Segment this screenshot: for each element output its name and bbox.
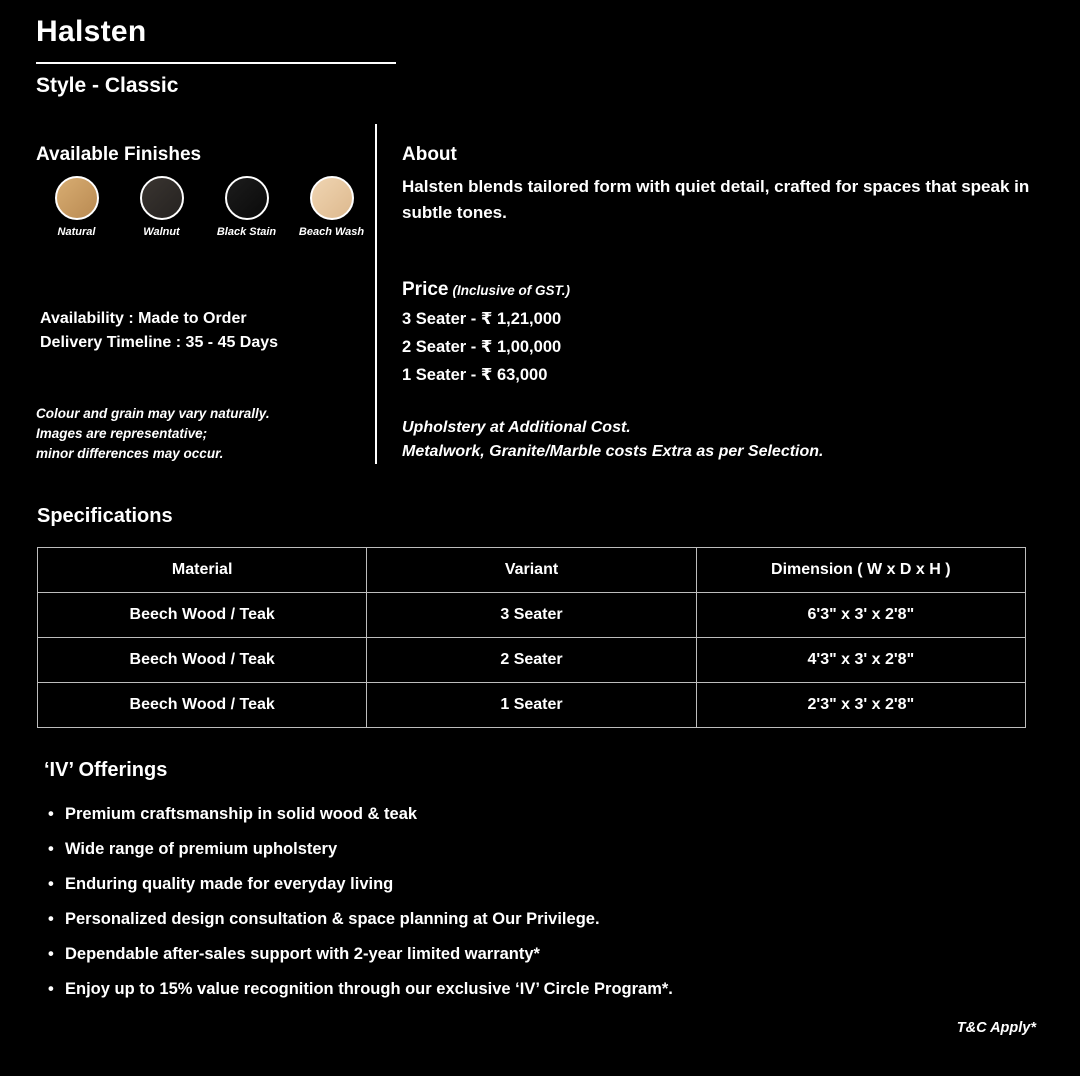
finish-label: Natural	[57, 226, 96, 238]
offering-text: Enduring quality made for everyday living	[65, 875, 394, 893]
finish-label: Black Stain	[216, 226, 277, 238]
list-item	[44, 902, 673, 937]
bullet-icon: •	[48, 875, 54, 893]
availability-block	[40, 307, 278, 355]
column-header-dimension: Dimension ( W x D x H )	[696, 548, 1025, 593]
list-item	[44, 797, 673, 832]
finish-swatch-beach-wash[interactable]	[289, 176, 374, 239]
disclaimer-line: minor differences may occur.	[36, 446, 224, 461]
metalwork-note: Metalwork, Granite/Marble costs Extra as per Selection.	[402, 443, 824, 460]
finish-swatch-walnut[interactable]	[119, 176, 204, 239]
cell-dimension: 2'3" x 3' x 2'8"	[696, 683, 1025, 728]
disclaimer-line: Colour and grain may vary naturally.	[36, 406, 270, 421]
product-title: Halsten	[36, 15, 147, 48]
price-title: Price	[402, 279, 449, 300]
bullet-icon: •	[48, 910, 54, 928]
about-heading: About	[402, 144, 457, 165]
beach-wash-swatch-circle	[310, 176, 354, 220]
cell-variant: 1 Seater	[367, 683, 696, 728]
specifications-table	[37, 547, 1026, 728]
price-3-seater: 3 Seater - ₹ 1,21,000	[402, 310, 562, 328]
cell-dimension: 6'3" x 3' x 2'8"	[696, 593, 1025, 638]
table-row	[38, 683, 1026, 728]
finish-swatch-natural[interactable]	[34, 176, 119, 239]
price-block	[402, 276, 570, 389]
offering-text: Enjoy up to 15% value recognition through our exclusive ‘IV’ Circle Program*.	[65, 980, 673, 998]
offering-text: Wide range of premium upholstery	[65, 840, 338, 858]
bullet-icon: •	[48, 945, 54, 963]
offerings-heading: ‘IV’ Offerings	[44, 759, 168, 781]
cell-dimension: 4'3" x 3' x 2'8"	[696, 638, 1025, 683]
cell-variant: 3 Seater	[367, 593, 696, 638]
offering-text: Premium craftsmanship in solid wood & teak	[65, 805, 418, 823]
bullet-icon: •	[48, 980, 54, 998]
specifications-heading: Specifications	[37, 505, 173, 527]
table-header-row	[38, 548, 1026, 593]
list-item	[44, 867, 673, 902]
cell-variant: 2 Seater	[367, 638, 696, 683]
bullet-icon: •	[48, 840, 54, 858]
about-text: Halsten blends tailored form with quiet detail, crafted for spaces that speak in subtle tones.	[402, 177, 1030, 222]
price-1-seater: 1 Seater - ₹ 63,000	[402, 366, 548, 384]
product-style: Style - Classic	[36, 74, 179, 97]
finish-label: Walnut	[143, 226, 180, 238]
vertical-divider	[375, 124, 377, 464]
offering-text: Dependable after-sales support with 2-year limited warranty*	[65, 945, 540, 963]
list-item	[44, 832, 673, 867]
gst-note: (Inclusive of GST.)	[452, 283, 570, 298]
availability-status: Availability : Made to Order	[40, 310, 247, 327]
cost-notes	[402, 416, 823, 464]
delivery-timeline: Delivery Timeline : 35 - 45 Days	[40, 334, 279, 351]
upholstery-note: Upholstery at Additional Cost.	[402, 419, 631, 436]
cell-material: Beech Wood / Teak	[38, 683, 367, 728]
offering-text: Personalized design consultation & space planning at Our Privilege.	[65, 910, 600, 928]
finishes-heading: Available Finishes	[36, 144, 202, 165]
price-heading	[402, 276, 570, 305]
natural-swatch-circle	[55, 176, 99, 220]
cell-material: Beech Wood / Teak	[38, 593, 367, 638]
column-header-material: Material	[38, 548, 367, 593]
table-row	[38, 638, 1026, 683]
finish-label: Beach Wash	[298, 226, 365, 238]
price-2-seater: 2 Seater - ₹ 1,00,000	[402, 338, 562, 356]
column-header-variant: Variant	[367, 548, 696, 593]
bullet-icon: •	[48, 805, 54, 823]
list-item	[44, 937, 673, 972]
title-underline	[36, 62, 396, 64]
table-row	[38, 593, 1026, 638]
walnut-swatch-circle	[140, 176, 184, 220]
offerings-list	[44, 797, 673, 1007]
terms-note: T&C Apply*	[956, 1020, 1036, 1036]
disclaimer	[36, 404, 270, 464]
finish-swatch-black-stain[interactable]	[204, 176, 289, 239]
disclaimer-line: Images are representative;	[36, 426, 208, 441]
black-stain-swatch-circle	[225, 176, 269, 220]
cell-material: Beech Wood / Teak	[38, 638, 367, 683]
list-item	[44, 972, 673, 1007]
finish-swatches	[34, 176, 374, 239]
